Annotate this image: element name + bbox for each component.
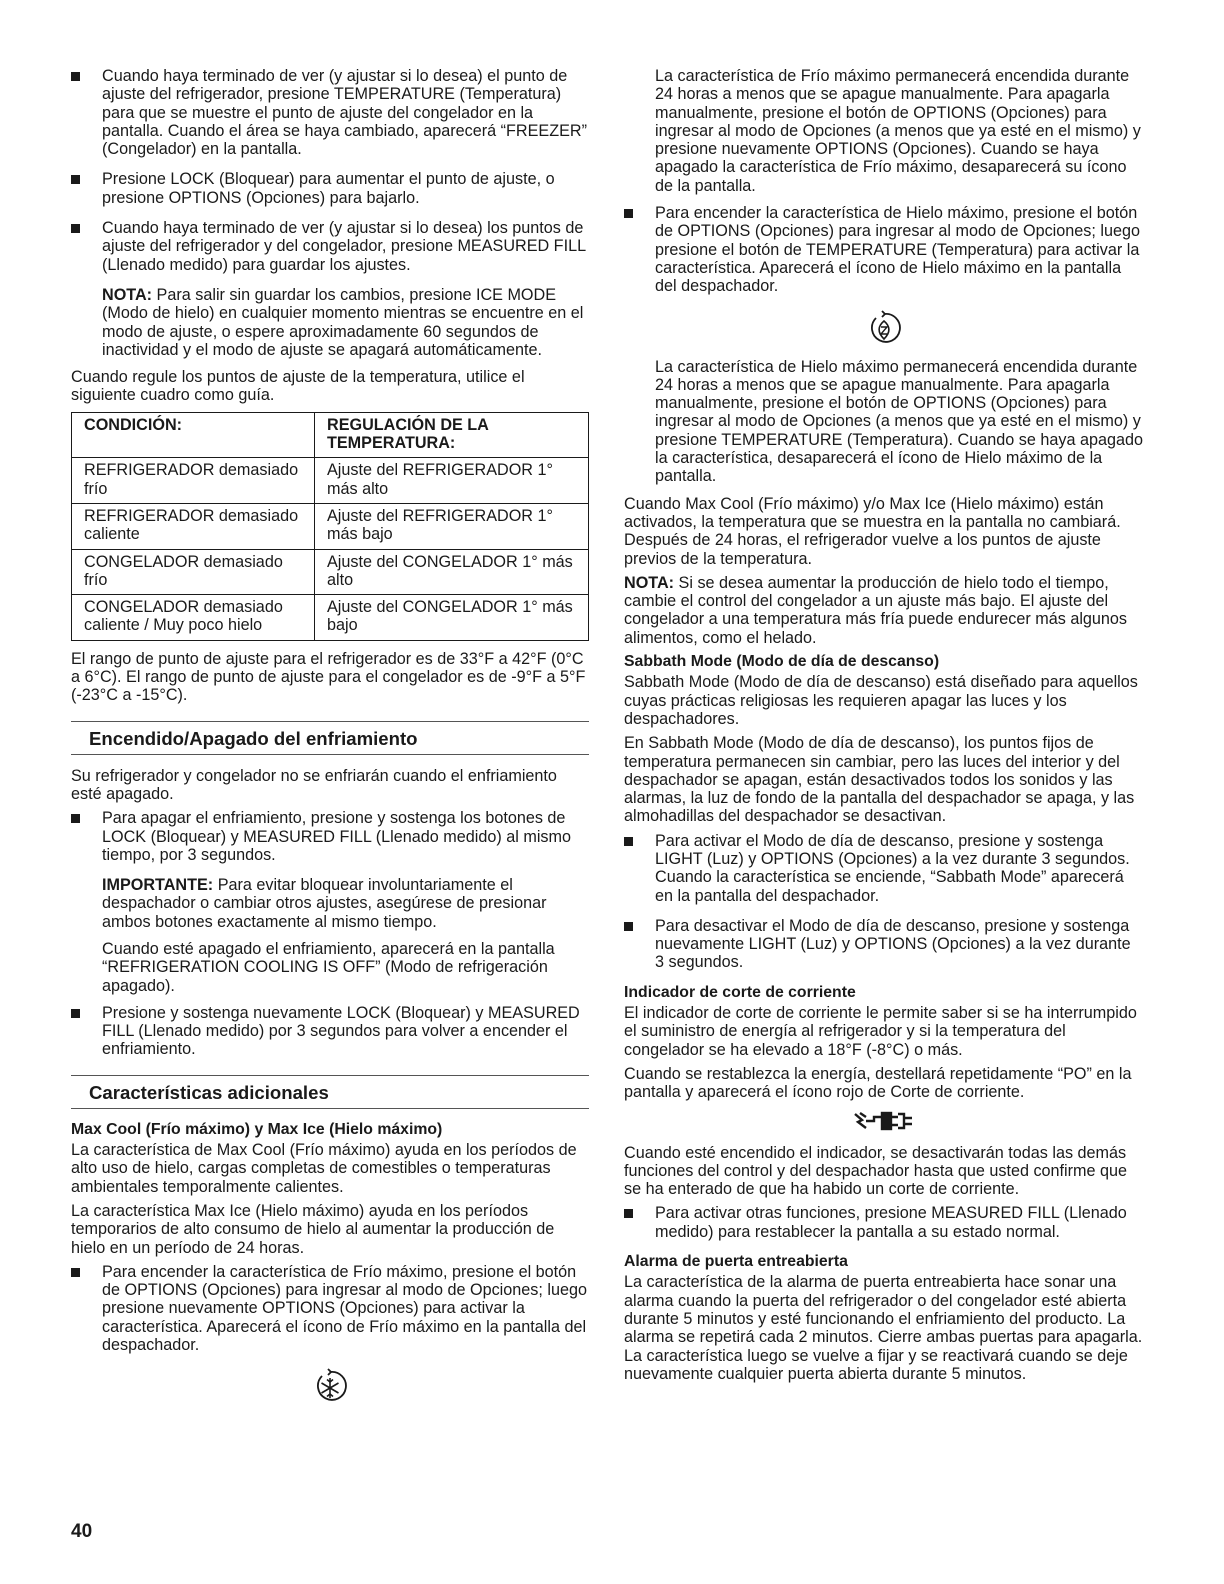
- cooling-intro: Su refrigerador y congelador no se enfriarán cuando el enfriamiento esté apagado.: [71, 766, 557, 803]
- max-ice-icon: [864, 308, 904, 348]
- table-row: [72, 503, 589, 549]
- max-cool-icon: [310, 1366, 350, 1406]
- bullet-max-ice-on: Para encender la característica de Hielo máximo, presione el botón de OPTIONS (Opciones) para ingresar al modo de Opciones; luego presione el botón de TEMPERATURE (Temperatura) para activar la característica. Aparecerá el ícono de Hielo máximo en la pantalla del despachador.: [624, 204, 1144, 295]
- important-label: IMPORTANTE:: [102, 876, 214, 895]
- table-row: [72, 595, 589, 641]
- table-header-condition: CONDICIÓN:: [72, 412, 315, 458]
- important-text: Para evitar bloquear involuntariamente el despachador o cambiar otros ajustes, asegúrese de presionar ambos botones exactamente al mismo tiempo.: [102, 876, 547, 931]
- table-cell: CONGELADOR demasiado frío: [72, 549, 315, 595]
- note-text: Si se desea aumentar la producción de hielo todo el tiempo, cambie el control del congelador a un ajuste más bajo. El ajuste del congelador a una temperatura más fría puede endurecer más algunos alimentos, como el helado.: [624, 573, 1128, 647]
- bullet-sabbath-on: Para activar el Modo de día de descanso, presione y sostenga LIGHT (Luz) y OPTIONS (Opciones) a la vez durante 3 segundos. Cuando la característica se enciende, “Sabbath Mode” aparecerá en la pantalla del despachador.: [624, 832, 1144, 905]
- section-heading-additional-features: Características adicionales: [71, 1075, 589, 1109]
- power-loss-icon-wrap: [624, 1108, 1144, 1134]
- table-header-row: [72, 412, 589, 458]
- page-number: 40: [71, 1521, 93, 1542]
- table-cell: REFRIGERADOR demasiado frío: [72, 458, 315, 504]
- power-restored-text: Cuando se restablezca la energía, destellará repetidamente “PO” en la pantalla y aparecerá el ícono rojo de Corte de corriente.: [624, 1064, 1132, 1102]
- left-column: [71, 67, 589, 1416]
- temperature-guide-table: [71, 412, 589, 641]
- bullet-sabbath-off: Para desactivar el Modo de día de descanso, presione y sostenga nuevamente LIGHT (Luz) y OPTIONS (Opciones) a la vez durante 3 segundos.: [624, 917, 1144, 972]
- table-cell: Ajuste del REFRIGERADOR 1° más alto: [315, 458, 589, 504]
- bullet-max-cool-on: Para encender la característica de Frío máximo, presione el botón de OPTIONS (Opciones) para ingresar al modo de Opciones; luego presione nuevamente OPTIONS (Opciones) para activar la característica. Aparecerá el ícono de Frío máximo en la pantalla del despachador.: [71, 1263, 589, 1354]
- note-text: Para salir sin guardar los cambios, presione ICE MODE (Modo de hielo) en cualquier momento mientras se encuentre en el modo de ajuste, o espere aproximadamente 60 segundos de inactividad y el modo de ajuste se apagará automáticamente.: [102, 285, 584, 359]
- bullet-measured-fill-save: Cuando haya terminado de ver (y ajustar si lo desea) los puntos de ajuste del refrigerador y del congelador, presione MEASURED FILL (Llenado medido) para guardar los ajustes.: [71, 219, 589, 274]
- right-column: [624, 67, 1144, 1389]
- bullet-freezer-setpoint: Cuando haya terminado de ver (y ajustar si lo desea) el punto de ajuste del refrigerador, presione TEMPERATURE (Temperatura) para que se muestre el punto de ajuste del congelador en la pantalla. Cuando el área se haya cambiado, aparecerá “FREEZER” (Congelador) en la pantalla.: [71, 67, 589, 158]
- table-row: [72, 458, 589, 504]
- setpoint-range-text: El rango de punto de ajuste para el refrigerador es de 33°F a 42°F (0°C a 6°C). El rango de punto de ajuste para el congelador es de -9°F a 5°F (-23°C a -15°C).: [71, 649, 586, 705]
- max-cool-icon-wrap: [71, 1366, 589, 1406]
- max-ice-description: La característica Max Ice (Hielo máximo) ayuda en los períodos temporarios de alto consumo de hielo al aumentar la producción de hielo en un período de 24 horas.: [71, 1201, 555, 1257]
- max-cool-description: La característica de Max Cool (Frío máximo) ayuda en los períodos de alto uso de hielo, cargas completas de comestibles o temperaturas ambientales temporalmente calientes.: [71, 1141, 577, 1196]
- bullet-restore-display: Para activar otras funciones, presione MEASURED FILL (Llenado medido) para restablecer la pantalla a su estado normal.: [624, 1204, 1144, 1241]
- max-ice-icon-wrap: [624, 308, 1144, 348]
- important-note: [71, 876, 589, 931]
- subheading-door-ajar-alarm: Alarma de puerta entreabierta: [624, 1253, 848, 1271]
- power-loss-active-text: Cuando esté encendido el indicador, se desactivarán todas las demás funciones del control y del despachador hasta que usted confirme que se ha enterado de que ha habido un corte de corriente.: [624, 1143, 1128, 1199]
- max-both-text: Cuando Max Cool (Frío máximo) y/o Max Ice (Hielo máximo) están activados, la temperatura que se muestra en la pantalla no cambiará. Después de 24 horas, el refrigerador vuelve a los puntos de ajuste previos de la temperatura.: [624, 494, 1121, 568]
- bullet-cooling-on: Presione y sostenga nuevamente LOCK (Bloquear) y MEASURED FILL (Llenado medido) por 3 segundos para volver a encender el enfriamiento.: [71, 1004, 589, 1059]
- subheading-sabbath-mode: Sabbath Mode (Modo de día de descanso): [624, 653, 940, 671]
- table-header-regulation: REGULACIÓN DE LA TEMPERATURA:: [315, 412, 589, 458]
- sabbath-details: En Sabbath Mode (Modo de día de descanso), los puntos fijos de temperatura permanecen sin cambiar, pero las luces del interior y del despachador se apagan, están desactivados todos los sonidos y las alarmas, la luz de fondo de la pantalla del despachador se apaga, y las almohadillas del despachador se desactivan.: [624, 734, 1135, 826]
- max-ice-continuation: La característica de Hielo máximo permanecerá encendida durante 24 horas a menos que se apague manualmente. Para apagarla manualmente, presione el botón de OPTIONS (Opciones) para ingresar al modo de Opciones (a menos que ya esté en el mismo) y presione TEMPERATURE (Temperatura). Cuando se haya apagado la característica, desaparecerá el ícono de Hielo máximo de la pantalla.: [655, 357, 1143, 486]
- table-cell: Ajuste del CONGELADOR 1° más bajo: [315, 595, 589, 641]
- sabbath-description: Sabbath Mode (Modo de día de descanso) está diseñado para aquellos cuyas prácticas religiosas les requieren apagar las luces y los despachadores.: [624, 673, 1138, 728]
- section-heading-cooling-on-off: Encendido/Apagado del enfriamiento: [71, 721, 589, 755]
- subheading-max-cool-max-ice: Max Cool (Frío máximo) y Max Ice (Hielo máximo): [71, 1120, 443, 1138]
- power-loss-icon: [852, 1108, 916, 1134]
- table-row: [72, 549, 589, 595]
- table-cell: Ajuste del CONGELADOR 1° más alto: [315, 549, 589, 595]
- power-loss-description: El indicador de corte de corriente le permite saber si se ha interrumpido el suministro de energía al refrigerador y si la temperatura del congelador se ha elevado a 18°F (-8°C) o más.: [624, 1004, 1137, 1059]
- note-label: NOTA:: [624, 573, 675, 592]
- subheading-power-loss: Indicador de corte de corriente: [624, 983, 856, 1001]
- note-ice-production: [624, 574, 1144, 647]
- note-label: NOTA:: [102, 285, 153, 304]
- table-cell: Ajuste del REFRIGERADOR 1° más bajo: [315, 503, 589, 549]
- note-exit-without-saving: [71, 286, 589, 359]
- guide-text: Cuando regule los puntos de ajuste de la temperatura, utilice el siguiente cuadro como guía.: [71, 368, 525, 405]
- bullet-cooling-off: Para apagar el enfriamiento, presione y sostenga los botones de LOCK (Bloquear) y MEASURED FILL (Llenado medido) al mismo tiempo, por 3 segundos.: [71, 809, 589, 864]
- table-cell: REFRIGERADOR demasiado caliente: [72, 503, 315, 549]
- table-cell: CONGELADOR demasiado caliente / Muy poco hielo: [72, 595, 315, 641]
- cooling-off-display-text: Cuando esté apagado el enfriamiento, aparecerá en la pantalla “REFRIGERATION COOLING IS OFF” (Modo de refrigeración apagado).: [102, 939, 555, 995]
- door-ajar-description: La característica de la alarma de puerta entreabierta hace sonar una alarma cuando la puerta del refrigerador o del congelador esté abierta durante 5 minutos y esté funcionando el enfriamiento del producto. La alarma se repetirá cada 2 minutos. Cierre ambas puertas para apagarla. La característica luego se vuelve a fijar y se reactivará cuando se deje nuevamente cualquier puerta abierta durante 5 minutos.: [624, 1273, 1143, 1383]
- max-cool-continuation: La característica de Frío máximo permanecerá encendida durante 24 horas a menos que se apague manualmente. Para apagarla manualmente, presione el botón de OPTIONS (Opciones) para ingresar al modo de Opciones (a menos que ya esté en el mismo) y presione nuevamente OPTIONS (Opciones). Cuando se haya apagado la característica de Frío máximo, desaparecerá su ícono de la pantalla.: [655, 67, 1141, 195]
- bullet-lock-options: Presione LOCK (Bloquear) para aumentar el punto de ajuste, o presione OPTIONS (Opciones) para bajarlo.: [71, 170, 589, 207]
